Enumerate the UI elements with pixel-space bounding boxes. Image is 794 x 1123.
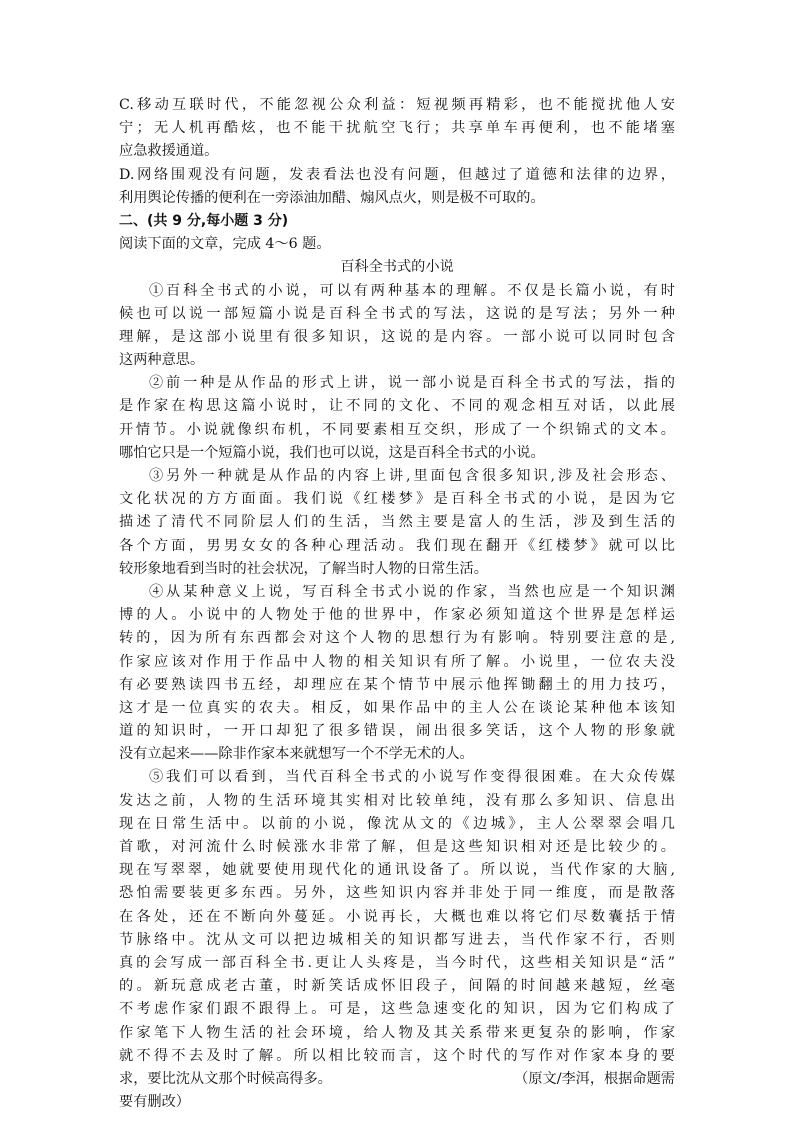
paragraph-line: 现在写翠翠，她就要使用现代化的通讯设备了。所以说，当代作家的大脑, <box>119 862 675 879</box>
exam-page <box>119 94 675 1114</box>
paragraph-line: 各个方面，男男女女的各种心理活动。我们现在翻开《红楼梦》就可以比 <box>119 537 675 554</box>
paragraph-line: 开情节。小说就像织布机，不同要素相互交织，形成了一个织锦式的文本。 <box>119 421 675 438</box>
paragraph-line: ⑤我们可以看到，当代百科全书式的小说写作变得很困难。在大众传媒 <box>149 769 675 786</box>
article-title: 百科全书式的小说 <box>340 259 454 276</box>
paragraph-line: 这才是一位真实的农夫。相反，如果作品中的主人公在谈论某种他本该知 <box>119 699 675 716</box>
option-c-line: 宁；无人机再酷炫，也不能干扰航空飞行；共享单车再便利，也不能堵塞 <box>119 120 675 137</box>
paragraph-line: 道的知识时，一开口却犯了很多错误，闹出很多笑话，这个人物的形象就 <box>119 723 675 740</box>
paragraph-line: 不考虑作家们跟不跟得上。可是，这些急速变化的知识，因为它们构成了 <box>119 1001 675 1018</box>
paragraph-line: 现在日常生活中。以前的小说，像沈从文的《边城》，主人公翠翠会唱几 <box>119 815 675 832</box>
source-note: （原文/李洱，根据命题需 <box>514 1070 675 1087</box>
paragraph-line: 真的会写成一部百科全书.更让人头疼是，当今时代，这些相关知识是“活” <box>119 954 675 971</box>
paragraph-line: 文化状况的方方面面。我们说《红楼梦》是百科全书式的小说，是因为它 <box>119 491 675 508</box>
paragraph-line: 就不得不去及时了解。所以相比较而言，这个时代的写作对作家本身的要 <box>119 1047 675 1064</box>
section-heading: 二、(共 9 分,每小题 3 分) <box>119 212 289 229</box>
paragraph-line: 转的，因为所有东西都会对这个人物的思想行为有影响。特别要注意的是, <box>119 630 675 647</box>
option-c-line: 应急救援通道。 <box>119 143 219 160</box>
option-d-line: 利用舆论传播的便利在一旁添油加醋、煽风点火，则是极不可取的。 <box>119 189 545 206</box>
paragraph-line: 这两种意思。 <box>119 352 205 369</box>
option-d-line: D.网络围观没有问题，发表看法也没有问题，但越过了道德和法律的边界， <box>119 166 675 183</box>
paragraph-line: 求，要比沈从文那个时候高得多。 <box>119 1070 332 1087</box>
paragraph-line: 的。新玩意成老古董，时新笑话成怀旧段子，间隔的时间越来越短，丝毫 <box>119 978 675 995</box>
paragraph-line: 作家应该对作用于作品中人物的相关知识有所了解。小说里，一位农夫没 <box>119 653 675 670</box>
source-note-continued: 要有删改） <box>119 1094 190 1111</box>
paragraph-line: 哪怕它只是一个短篇小说，我们也可以说，这是百科全书式的小说。 <box>119 444 545 461</box>
option-c <box>119 94 675 164</box>
paragraph-line: 发达之前，人物的生活环境其实相对比较单纯，没有那么多知识、信息出 <box>119 792 675 809</box>
paragraph-line: 理解，是这部小说里有很多知识，这说的是内容。一部小说可以同时包含 <box>119 328 675 345</box>
option-d <box>119 164 675 210</box>
paragraph-line: 节脉络中。沈从文可以把边城相关的知识都写进去，当代作家不行，否则 <box>119 931 675 948</box>
paragraph-closing-line <box>119 1068 675 1091</box>
paragraph-line: ④从某种意义上说，写百科全书式小说的作家，当然也应是一个知识渊 <box>149 583 675 600</box>
paragraph-line: 没有立起来——除非作家本来就想写一个不学无术的人。 <box>119 746 474 763</box>
paragraph-line: 恐怕需要装更多东西。另外，这些知识内容并非处于同一维度，而是散落 <box>119 885 675 902</box>
paragraph-line: 博的人。小说中的人物处于他的世界中，作家必须知道这个世界是怎样运 <box>119 607 675 624</box>
paragraph-line: 较形象地看到当时的社会状况，了解当时人物的日常生活。 <box>119 560 488 577</box>
paragraph-line: ②前一种是从作品的形式上讲，说一部小说是百科全书式的写法，指的 <box>149 375 675 392</box>
paragraph-line: ③另外一种就是从作品的内容上讲,里面包含很多知识,涉及社会形态、 <box>149 468 675 484</box>
paragraph-line: 首歌，对河流什么时候涨水非常了解，但是这些知识相对还是比较少的。 <box>119 839 675 855</box>
paragraph-2 <box>119 372 675 465</box>
paragraph-line: 描述了清代不同阶层人们的生活，当然主要是富人的生活，涉及到生活的 <box>119 514 675 531</box>
paragraph-line: 是作家在构思这篇小说时，让不同的文化、不同的观念相互对话，以此展 <box>119 398 675 415</box>
option-c-line: C.移动互联时代，不能忽视公众利益：短视频再精彩，也不能搅扰他人安 <box>119 97 675 113</box>
paragraph-5 <box>119 766 675 1114</box>
paragraph-line: 候也可以说一部短篇小说是百科全书式的写法，这说的是写法；另外一种 <box>119 305 675 322</box>
paragraph-1 <box>119 280 675 373</box>
paragraph-4 <box>119 581 675 767</box>
paragraph-line: ①百科全书式的小说，可以有两种基本的理解。不仅是长篇小说，有时 <box>149 282 675 299</box>
paragraph-3 <box>119 465 675 581</box>
paragraph-line: 作家笔下人物生活的社会环境，给人物及其关系带来更复杂的影响，作家 <box>119 1024 675 1041</box>
reading-instruction: 阅读下面的文章，完成 4～6 题。 <box>119 236 331 253</box>
paragraph-line: 有必要熟读四书五经，却理应在某个情节中展示他挥锄翻土的用力技巧， <box>119 676 675 693</box>
paragraph-line: 在各处，还在不断向外蔓延。小说再长，大概也难以将它们尽数囊括于情 <box>119 908 675 925</box>
